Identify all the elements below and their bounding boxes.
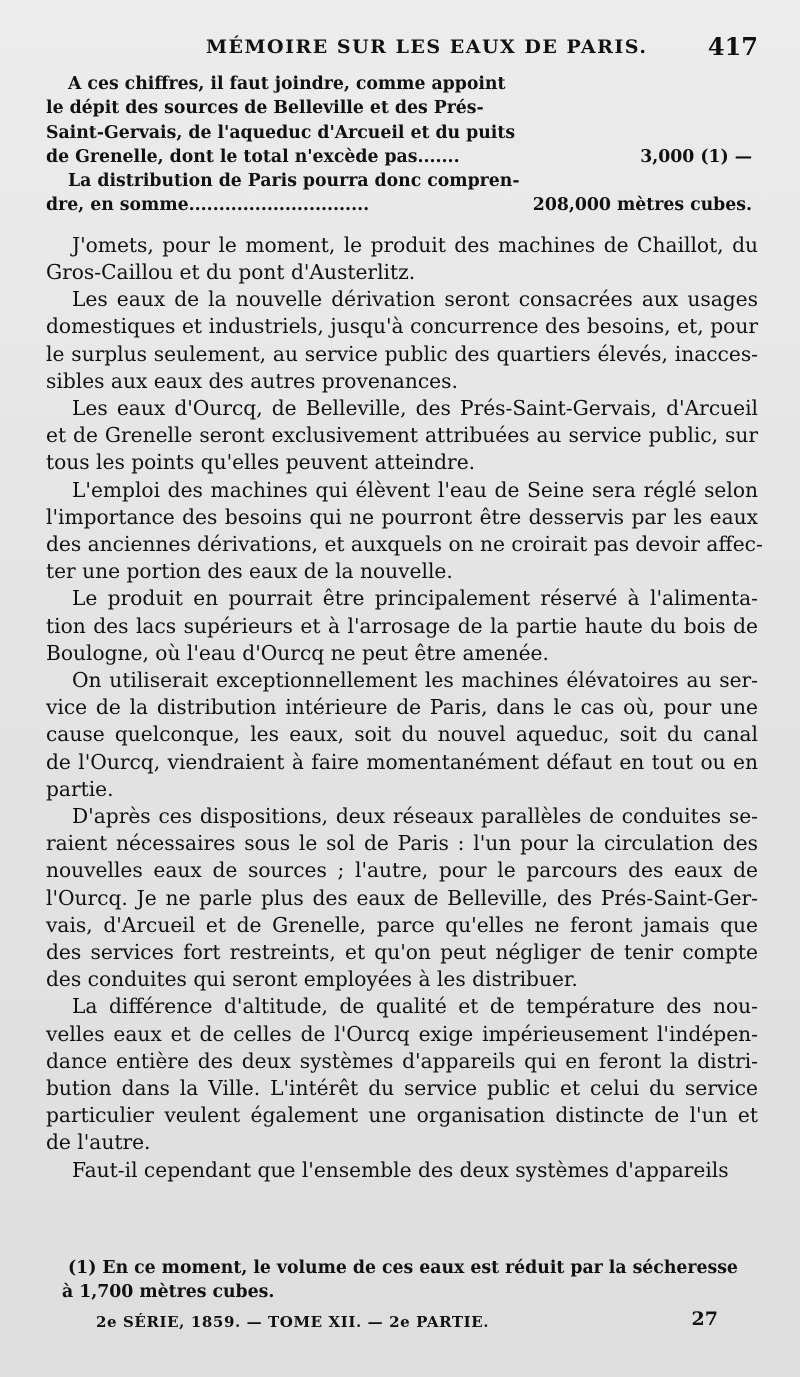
paragraph-line: l'Ourcq. Je ne parle plus des eaux de Belleville, des Prés-Saint-Ger- xyxy=(46,885,758,910)
paragraph-line: de l'autre. xyxy=(46,1130,151,1155)
paragraph-line: vais, d'Arcueil et de Grenelle, parce qu'elles ne feront jamais que xyxy=(46,912,758,937)
footnote-line: (1) En ce moment, le volume de ces eaux est réduit par la sécheresse xyxy=(68,1258,738,1278)
paragraph-line: tous les points qu'elles peuvent atteindre. xyxy=(46,450,476,475)
volume-table xyxy=(46,72,752,218)
footnote xyxy=(62,1256,758,1304)
paragraph-line: Le produit en pourrait être principalement réservé à l'alimenta- xyxy=(72,586,758,611)
table-text-line: Saint-Gervais, de l'aqueduc d'Arcueil et du puits xyxy=(46,122,516,143)
paragraph-line: particulier veulent également une organisation distincte de l'un et xyxy=(46,1103,758,1128)
leader-dots: ....... xyxy=(417,146,460,167)
paragraph-line: ter une portion des eaux de la nouvelle. xyxy=(46,559,453,584)
paragraph-line: Faut-il cependant que l'ensemble des deux systèmes d'appareils xyxy=(72,1157,729,1182)
page-header xyxy=(206,28,758,68)
paragraph-line: des services fort restreints, et qu'on peut négliger de tenir compte xyxy=(46,940,758,965)
paragraph-line: et de Grenelle seront exclusivement attribuées au service public, sur xyxy=(46,423,758,448)
leader-dots: .............................. xyxy=(188,195,370,216)
footnote-line: à 1,700 mètres cubes. xyxy=(62,1282,275,1302)
paragraph-line: D'après ces dispositions, deux réseaux parallèles de conduites se- xyxy=(72,804,758,829)
table-row-label: de Grenelle, dont le total n'excède pas xyxy=(46,146,418,167)
paragraph-line: nouvelles eaux de sources ; l'autre, pour le parcours des eaux de xyxy=(46,858,758,883)
sheet-number: 27 xyxy=(691,1308,718,1330)
table-row-grenelle xyxy=(46,145,752,169)
paragraph-line: des anciennes dérivations, et auxquels on ne croirait pas devoir affec- xyxy=(46,532,763,557)
paragraph-line: Les eaux de la nouvelle dérivation seront consacrées aux usages xyxy=(72,287,758,312)
paragraph xyxy=(46,585,758,667)
paragraph xyxy=(46,395,758,477)
paragraph-line: domestiques et industriels, jusqu'à concurrence des besoins, et, pour xyxy=(46,314,758,339)
table-row-value: 3,000 (1) — xyxy=(640,146,752,167)
paragraph-line: Boulogne, où l'eau d'Ourcq ne peut être amenée. xyxy=(46,640,549,665)
paragraph-line: l'importance des besoins qui ne pourront être desservis par les eaux xyxy=(46,504,758,529)
table-text-line: le dépit des sources de Belleville et des Prés- xyxy=(46,98,484,119)
paragraph-line: On utiliserait exceptionnellement les machines élévatoires au ser- xyxy=(72,668,758,693)
table-row-label: dre, en somme xyxy=(46,195,189,216)
table-text-line: La distribution de Paris pourra donc compren- xyxy=(68,171,520,192)
page-number: 417 xyxy=(707,32,758,61)
paragraph xyxy=(46,1157,758,1184)
paragraph-line: raient nécessaires sous le sol de Paris : l'un pour la circulation des xyxy=(46,831,758,856)
paragraph-line: dance entière des deux systèmes d'appareils qui en feront la distri- xyxy=(46,1048,758,1073)
paragraph-line: de l'Ourcq, viendraient à faire momentanément défaut en tout ou en xyxy=(46,749,758,774)
paragraph-line: le surplus seulement, au service public des quartiers élevés, inacces- xyxy=(46,341,758,366)
paragraph-line: Gros-Caillou et du pont d'Austerlitz. xyxy=(46,259,416,284)
paragraph-line: partie. xyxy=(46,776,114,801)
paragraph-line: velles eaux et de celles de l'Ourcq exige impérieusement l'indépen- xyxy=(46,1021,758,1046)
paragraph-line: vice de la distribution intérieure de Paris, dans le cas où, pour une xyxy=(46,695,758,720)
paragraph-line: sibles aux eaux des autres provenances. xyxy=(46,368,458,393)
running-title: MÉMOIRE SUR LES EAUX DE PARIS. xyxy=(206,36,648,58)
paragraph-line: des conduites qui seront employées à les distribuer. xyxy=(46,967,578,992)
paragraph-line: bution dans la Ville. L'intérêt du service public et celui du service xyxy=(46,1076,758,1101)
paragraph-line: L'emploi des machines qui élèvent l'eau de Seine sera réglé selon xyxy=(72,477,758,502)
paragraph xyxy=(46,477,763,586)
paragraph-line: tion des lacs supérieurs et à l'arrosage de la partie haute du bois de xyxy=(46,613,758,638)
table-row-total xyxy=(46,193,752,217)
paragraph xyxy=(46,667,758,803)
paragraph-line: J'omets, pour le moment, le produit des machines de Chaillot, du xyxy=(72,232,758,257)
paragraph xyxy=(46,803,758,993)
paragraph xyxy=(46,232,758,286)
table-row-value: 208,000 mètres cubes. xyxy=(532,195,752,216)
table-text-line: A ces chiffres, il faut joindre, comme appoint xyxy=(68,74,506,94)
paragraph xyxy=(46,993,758,1156)
paragraph-line: cause quelconque, les eaux, soit du nouvel aqueduc, soit du canal xyxy=(46,722,758,747)
paragraph-line: La différence d'altitude, de qualité et de température des nou- xyxy=(72,994,758,1019)
body-text xyxy=(46,232,763,1184)
paragraph xyxy=(46,286,758,395)
signature-line: 2e SÉRIE, 1859. — TOME XII. — 2e PARTIE. xyxy=(96,1313,490,1331)
paragraph-line: Les eaux d'Ourcq, de Belleville, des Prés-Saint-Gervais, d'Arcueil xyxy=(72,396,758,420)
